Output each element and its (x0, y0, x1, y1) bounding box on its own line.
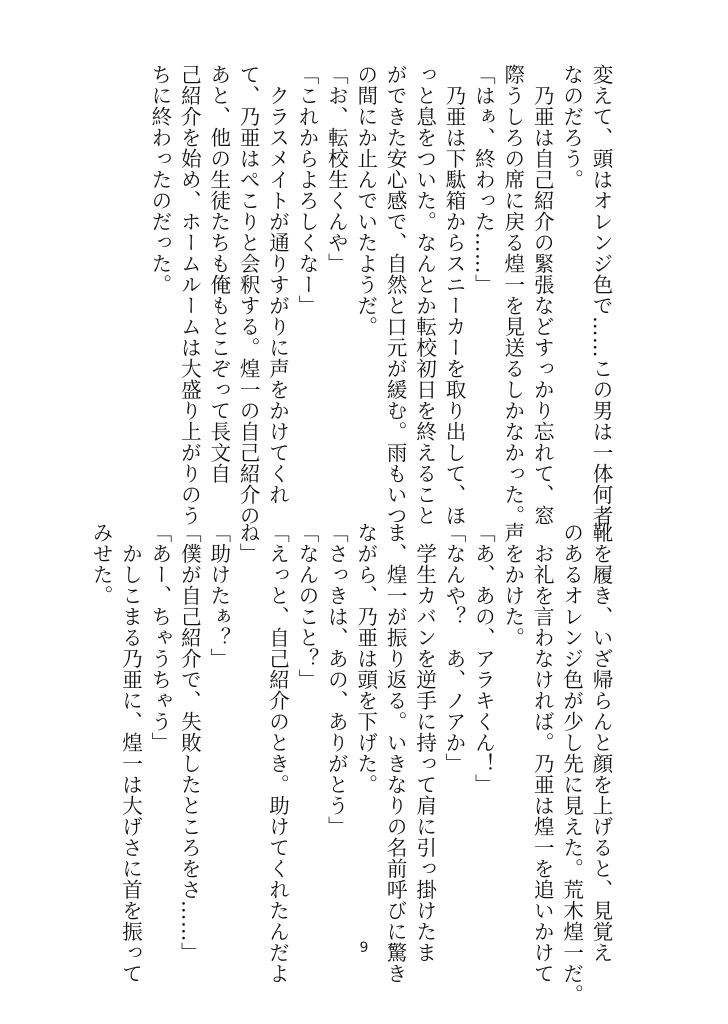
text-line: 「あ、あの、アラキくん！」 (471, 522, 496, 795)
text-line: て、乃亜はぺこりと会釈する。煌一の自己紹介の (236, 64, 261, 526)
lower-text-block (85, 522, 615, 1005)
text-line: 「はぁ、終わった……」 (471, 64, 496, 295)
text-line: 際うしろの席に戻る煌一を見送るしかなかった。 (500, 64, 525, 526)
text-line: ね」 (236, 522, 261, 564)
upper-text-block (85, 64, 615, 526)
text-line: 「なんのこと？」 (294, 522, 319, 690)
text-line: 「お、転校生くんや」 (324, 64, 349, 274)
text-line: っと息をついた。なんとか転校初日を終えること (412, 64, 437, 526)
text-line: 「さっきは、あの、ありがとう」 (324, 522, 349, 837)
text-line: ができた安心感で、自然と口元が緩む。雨もいつ (383, 64, 408, 526)
text-line: 「あー、ちゃうちゃう」 (147, 522, 172, 753)
text-line: かしこまる乃亜に、煌一は大げさに首を振って (118, 522, 143, 984)
text-line: のあるオレンジ色が少し先に見えた。荒木煌一だ。 (559, 522, 584, 1005)
text-line: あと、他の生徒たちも俺もとこぞって長文自 (206, 64, 231, 484)
text-line: 乃亜は下駄箱からスニーカーを取り出して、ほ (441, 64, 466, 526)
text-line: 「僕が自己紹介で、失敗したところをさ……」 (177, 522, 202, 963)
page-number: 9 (359, 940, 369, 956)
text-line: 学生カバンを逆手に持って肩に引っ掛けたま (412, 522, 437, 963)
text-line: クラスメイトが通りすがりに声をかけてくれ (265, 64, 290, 505)
text-line: ちに終わったのだった。 (147, 64, 172, 295)
text-line: 「これからよろしくなー」 (294, 64, 319, 316)
text-line: 己紹介を始め、ホームルームは大盛り上がりのう (177, 64, 202, 526)
text-line: みせた。 (89, 522, 114, 606)
text-line: 靴を履き、いざ帰らんと顔を上げると、見覚え (589, 522, 613, 963)
text-line: 変えて、頭はオレンジ色で……この男は一体何者 (589, 64, 613, 526)
text-line: ま、煌一が振り返る。いきなりの名前呼びに驚き (383, 522, 408, 984)
text-line: ながら、乃亜は頭を下げた。 (353, 522, 378, 795)
text-line: 「助けたぁ？」 (206, 522, 231, 669)
text-line: 「なんや？ あ、ノアか」 (441, 522, 466, 774)
text-line: 「えっと、自己紹介のとき。助けてくれたんだよ (265, 522, 290, 984)
text-line: お礼を言わなければ。乃亜は煌一を追いかけて (530, 522, 555, 984)
text-line: 声をかけた。 (500, 522, 525, 648)
text-line: の間にか止んでいたようだ。 (353, 64, 378, 337)
text-line: 乃亜は自己紹介の緊張などすっかり忘れて、窓 (530, 64, 555, 526)
text-line: なのだろう。 (559, 64, 584, 190)
